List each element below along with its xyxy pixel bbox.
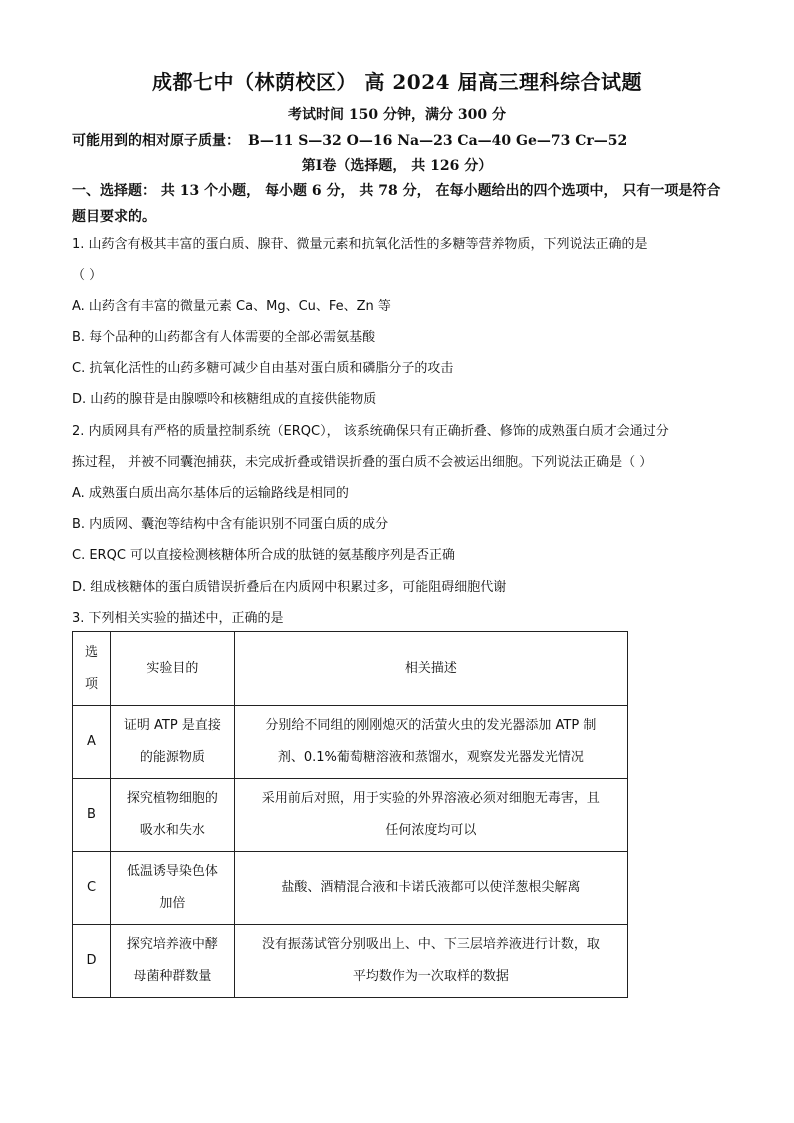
row-description-line1: 采用前后对照，用于实验的外界溶液必须对细胞无毒害，且	[261, 791, 600, 806]
section-title: 第Ⅰ卷（选择题， 共 126 分）	[301, 158, 493, 174]
table-row	[73, 852, 628, 925]
row-purpose-line1: 低温诱导染色体	[126, 864, 218, 879]
atomic-mass-line	[72, 130, 627, 150]
atomic-mass-values: B—11 S—32 O—16 Na—23 Ca—40 Ge—73 Cr—52	[248, 133, 628, 149]
row-purpose-line1: 探究培养液中酵	[126, 937, 218, 952]
row-description-line1: 盐酸、酒精混合液和卡诺氏液都可以使洋葱根尖解离	[281, 880, 581, 895]
row-option: C	[73, 852, 111, 925]
q2-option-b: B. 内质网、囊泡等结构中含有能识别不同蛋白质的成分	[72, 517, 389, 532]
row-purpose-line2: 母菌种群数量	[133, 969, 212, 984]
experiment-table	[72, 631, 628, 998]
row-purpose	[110, 925, 234, 998]
exam-title: 成都七中（林荫校区） 高 2024 届高三理科综合试题	[151, 70, 643, 94]
q1-answer-blank: （ ）	[72, 268, 103, 283]
header-purpose: 实验目的	[110, 632, 234, 706]
row-description	[234, 925, 627, 998]
row-option: D	[73, 925, 111, 998]
row-description	[234, 706, 627, 779]
q3-stem: 3. 下列相关实验的描述中，正确的是	[72, 611, 284, 626]
row-description	[234, 779, 627, 852]
q2-option-d: D. 组成核糖体的蛋白质错误折叠后在内质网中积累过多，可能阻碍细胞代谢	[72, 580, 507, 595]
row-purpose	[110, 852, 234, 925]
row-description-line2: 平均数作为一次取样的数据	[352, 969, 509, 984]
row-description-line2: 任何浓度均可以	[385, 823, 477, 838]
q2-option-a: A. 成熟蛋白质出高尔基体后的运输路线是相同的	[72, 486, 349, 501]
row-purpose-line1: 证明 ATP 是直接	[123, 718, 221, 733]
row-purpose-line1: 探究植物细胞的	[126, 791, 218, 806]
row-purpose-line2: 的能源物质	[139, 750, 205, 765]
header-option-line2: 项	[84, 676, 98, 692]
table-header-row	[73, 632, 628, 706]
q1-option-c: C. 抗氧化活性的山药多糖可减少自由基对蛋白质和磷脂分子的攻击	[72, 361, 454, 376]
atomic-mass-label: 可能用到的相对原子质量：	[72, 133, 240, 149]
row-description-line1: 没有振荡试管分别吸出上、中、下三层培养液进行计数，取	[261, 937, 600, 952]
row-purpose-line2: 加倍	[159, 896, 186, 911]
q1-stem-line1: 1. 山药含有极其丰富的蛋白质、腺苷、微量元素和抗氧化活性的多糖等营养物质，下列说法正确的是	[72, 237, 648, 252]
q1-option-b: B. 每个品种的山药都含有人体需要的全部必需氨基酸	[72, 330, 376, 345]
q2-stem-line2: 拣过程， 并被不同囊泡捕获，未完成折叠或错误折叠的蛋白质不会被运出细胞。下列说法正确是（ ）	[72, 455, 653, 470]
q2-stem-line1: 2. 内质网具有严格的质量控制系统（ERQC）， 该系统确保只有正确折叠、修饰的成熟蛋白质才会通过分	[72, 424, 669, 439]
exam-info: 考试时间 150 分钟，满分 300 分	[288, 107, 506, 123]
table-row	[73, 779, 628, 852]
row-option: B	[73, 779, 111, 852]
table-row	[73, 706, 628, 779]
row-option: A	[73, 706, 111, 779]
header-option-line1: 选	[84, 644, 98, 660]
row-purpose	[110, 706, 234, 779]
row-description-line1: 分别给不同组的刚刚熄灭的活萤火虫的发光器添加 ATP 制	[265, 718, 597, 733]
row-description-line2: 剂、0.1%葡萄糖溶液和蒸馏水，观察发光器发光情况	[277, 750, 584, 765]
table-row	[73, 925, 628, 998]
header-option	[73, 632, 111, 706]
row-description	[234, 852, 627, 925]
q2-option-c: C. ERQC 可以直接检测核糖体所合成的肽链的氨基酸序列是否正确	[72, 548, 456, 563]
row-purpose-line2: 吸水和失水	[139, 823, 205, 838]
q1-option-a: A. 山药含有丰富的微量元素 Ca、Mg、Cu、Fe、Zn 等	[72, 299, 391, 314]
header-description: 相关描述	[234, 632, 627, 706]
q1-option-d: D. 山药的腺苷是由腺嘌呤和核糖组成的直接供能物质	[72, 392, 377, 407]
row-purpose	[110, 779, 234, 852]
section-instructions: 一、选择题： 共 13 个小题， 每小题 6 分， 共 78 分， 在每小题给出的四个选项中， 只有一项是符合题目要求的。	[72, 183, 721, 225]
